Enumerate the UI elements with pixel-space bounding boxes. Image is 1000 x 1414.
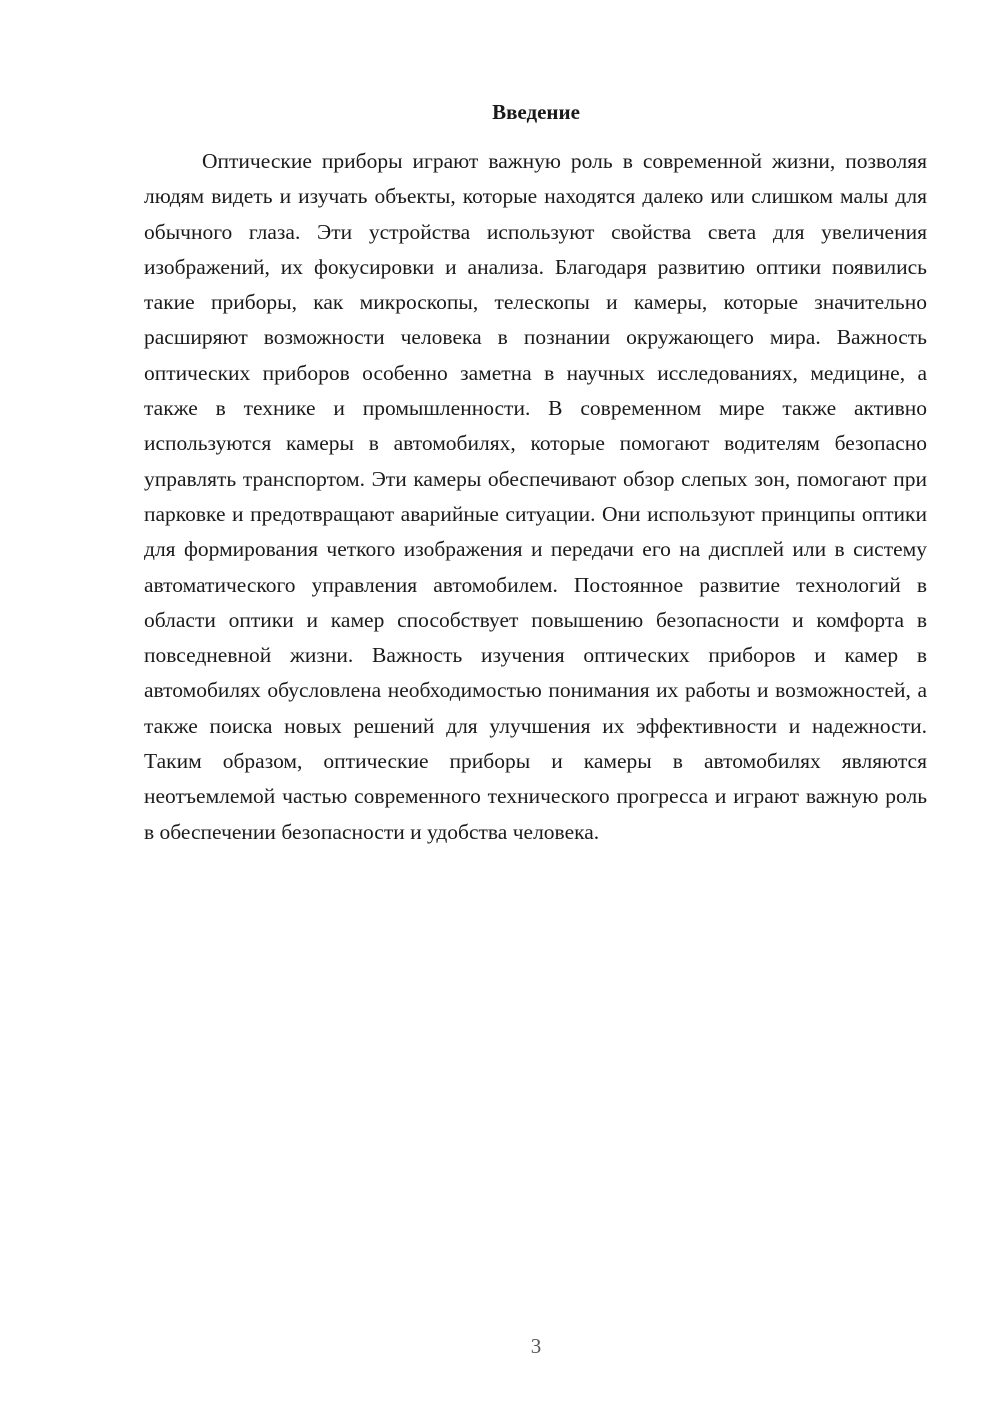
page-number: 3 xyxy=(530,1334,542,1358)
section-title: Введение xyxy=(492,100,580,124)
body-paragraph: Оптические приборы играют важную роль в современной жизни, позволяя людям видеть и изучать объекты, которые находятся далеко или слишком малы для обычного глаза. Эти устройства используют свойства света для увеличения изображений, их фокусировки и анализа. Благодаря развитию оптики появились такие приборы, как микроскопы, телескопы и камеры, которые значительно расширяют возможности человека в познании окружающего мира. Важность оптических приборов особенно заметна в научных исследованиях, медицине, а также в технике и промышленности. В современном мире также активно используются камеры в автомобилях, которые помогают водителям безопасно управлять транспортом. Эти камеры обеспечивают обзор слепых зон, помогают при парковке и предотвращают аварийные ситуации. Они используют принципы оптики для формирования четкого изображения и передачи его на дисплей или в систему автоматического управления автомобилем. Постоянное развитие технологий в области оптики и камер способствует повышению безопасности и комфорта в повседневной жизни. Важность изучения оптических приборов и камер в автомобилях обусловлена необходимостью понимания их работы и возможностей, а также поиска новых решений для улучшения их эффективности и надежности. Таким образом, оптические приборы и камеры в автомобилях являются неотъемлемой частью современного технического прогресса и играют важную роль в обеспечении безопасности и удобства человека. xyxy=(144,149,927,844)
